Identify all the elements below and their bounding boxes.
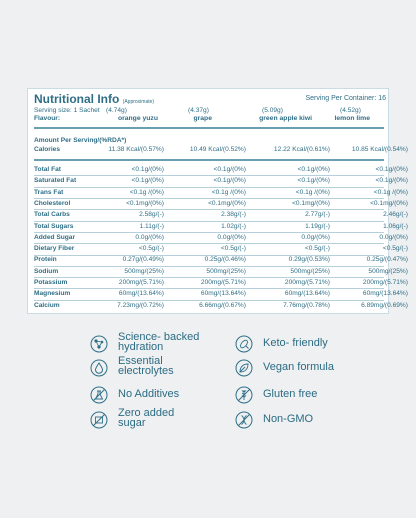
size-1: (4.74g) <box>106 107 127 114</box>
nutrient-value: 60mg/(13.64%) <box>200 290 246 298</box>
feature-line2: sugar <box>118 417 146 429</box>
nutrient-label: Total Fat <box>34 166 61 173</box>
row-divider <box>34 187 384 188</box>
nutrient-label: Cholesterol <box>34 199 71 207</box>
amount-per-serving: Amount Per Serving/(%RDA*) <box>34 137 127 144</box>
nutrient-value: <0.1g/(0%) <box>375 166 408 173</box>
nutrient-value: 2.58g/(-) <box>139 211 164 219</box>
nutrient-value: 1.11g/(-) <box>139 222 164 230</box>
nutrient-value: <0.5g/(-) <box>304 245 330 253</box>
nutrient-label: Added Sugar <box>34 233 76 241</box>
nutrient-value: 200mg/(5.71%) <box>200 279 246 286</box>
nutrient-value: 0.27g/(0.49%) <box>122 256 164 264</box>
size-2: (4.37g) <box>188 107 209 114</box>
nutrient-label: Magnesium <box>34 290 71 298</box>
nutrient-value: 1.19g/(-) <box>305 222 330 230</box>
nutrient-value: <0.1g /(0%) <box>373 188 408 196</box>
nutrient-label: Calcium <box>34 301 60 309</box>
row-divider <box>34 288 384 289</box>
size-4: (4.52g) <box>340 107 361 114</box>
flavour-2: grape <box>193 115 212 122</box>
row-divider <box>34 221 384 222</box>
nutrient-value: <0.1g /(0%) <box>211 188 246 196</box>
nutrient-value: 0.29g/(0.53%) <box>288 256 330 264</box>
nutrient-label: Total Sugars <box>34 222 74 230</box>
nutrient-value: <0.1mg/(0%) <box>292 199 330 207</box>
flavour-3: green apple kiwi <box>259 115 312 122</box>
nutrient-value: 0.0g/(0%) <box>379 233 408 241</box>
nutrition-panel <box>27 88 408 314</box>
feature-line2: hydration <box>118 341 164 353</box>
nutrient-value: <0.1g/(0%) <box>297 166 330 173</box>
nutrient-label: Trans Fat <box>34 188 64 196</box>
row-divider <box>34 255 384 256</box>
nutrient-value: 500mg/(25%) <box>290 267 330 275</box>
row-divider <box>34 266 384 267</box>
nutrient-label: Protein <box>34 256 57 264</box>
nutrient-value: <0.1g/(0%) <box>131 177 164 185</box>
flavour-4: lemon lime <box>334 115 370 122</box>
panel-header <box>34 92 386 106</box>
nutrient-value: 7.23mg/(0.72%) <box>117 301 164 309</box>
panel-title: Nutritional Info (Approximate) <box>34 92 155 106</box>
nutrient-value: 1.06g/(-) <box>383 222 408 230</box>
nutrient-value: 6.89mg/(0.69%) <box>361 301 408 309</box>
nutrient-label: Dietary Fiber <box>34 245 75 253</box>
nutrient-value: <0.1g/(0%) <box>375 177 408 185</box>
serving-per-container: Serving Per Container: 16 <box>305 95 386 102</box>
nutrient-value: <0.1g/(0%) <box>131 166 164 173</box>
calories-value: 11.38 Kcal/(0.57%) <box>108 146 164 153</box>
row-divider <box>34 232 384 233</box>
nutrient-value: <0.1mg/(0%) <box>208 199 246 207</box>
nutrient-value: 500mg/(25%) <box>124 267 164 275</box>
nutrient-value: 0.0g/(0%) <box>135 233 164 241</box>
flavour-1: orange yuzu <box>117 115 158 122</box>
nutrient-value: <0.1g /(0%) <box>129 188 164 196</box>
size-3: (5.09g) <box>262 107 283 114</box>
nutrient-value: 0.25g/(0.46%) <box>204 256 246 264</box>
feature-label <box>263 414 313 424</box>
no-additives-icon <box>90 386 108 404</box>
nutrient-value: 1.02g/(-) <box>221 222 246 230</box>
row-divider <box>34 209 384 210</box>
molecule-icon <box>90 335 108 353</box>
row-divider <box>34 277 384 278</box>
feature-line1: Science- backed <box>118 331 200 343</box>
calories-value: 12.22 Kcal/(0.61%) <box>273 146 330 153</box>
feature-label <box>118 332 199 352</box>
feature-label <box>118 408 174 428</box>
nutrient-value: 7.76mg/(0.78%) <box>283 301 330 309</box>
nutrient-value: 500mg/(25%) <box>368 267 408 275</box>
nutrient-value: 0.0g/(0%) <box>217 233 246 241</box>
nutrient-value: 60mg/(13.64%) <box>284 290 330 298</box>
nutrient-value: 200mg/(5.71%) <box>284 279 330 286</box>
nutrient-value: 200mg/(5.71%) <box>362 279 408 286</box>
nutrient-label: Potassium <box>34 279 68 286</box>
nutrient-value: 2.38g/(-) <box>221 211 246 219</box>
feature-line1: No Additives <box>118 388 180 400</box>
feature-label <box>118 389 179 399</box>
droplet-icon <box>90 359 108 377</box>
feature-list <box>85 330 345 436</box>
row-divider <box>34 243 384 244</box>
calories-label: Calories <box>34 146 61 153</box>
zero-sugar-icon <box>90 411 108 429</box>
feature-line1: Essential <box>118 355 163 367</box>
nutrient-value: 2.77g/(-) <box>305 211 330 219</box>
feature-label <box>263 338 328 348</box>
nutrient-value: 0.0g/(0%) <box>301 233 330 241</box>
feature-line1: Zero added <box>118 407 175 419</box>
row-divider <box>34 300 384 301</box>
feature-line1: Non-GMO <box>263 413 314 425</box>
nutrient-value: 200mg/(5.71%) <box>118 279 164 286</box>
nutrient-value: <0.5g/(-) <box>382 245 408 253</box>
serving-size: Serving size: 1 Sachet <box>34 107 100 114</box>
wheat-icon <box>235 386 253 404</box>
divider <box>34 127 384 129</box>
feature-label <box>263 362 334 372</box>
feature-label <box>118 356 174 376</box>
nutrient-value: <0.1mg/(0%) <box>370 199 408 207</box>
nutrient-value: 2.46g/(-) <box>383 211 408 219</box>
nutrient-value: <0.1g/(0%) <box>213 177 246 185</box>
flavour-label: Flavour: <box>34 115 61 122</box>
nutrient-value: <0.1g /(0%) <box>295 188 330 196</box>
keto-icon <box>235 335 253 353</box>
row-divider <box>34 198 384 199</box>
nutrient-value: 6.66mg/(0.67%) <box>199 301 246 309</box>
nutrient-value: 500mg/(25%) <box>206 267 246 275</box>
nutrient-value: <0.1mg/(0%) <box>126 199 164 207</box>
feature-line1: Vegan formula <box>263 361 334 373</box>
title-note: (Approximate) <box>122 99 155 105</box>
feature-line1: Gluten free <box>263 388 318 400</box>
feature-label <box>263 389 317 399</box>
nutrient-value: 0.25g/(0.47%) <box>366 256 408 264</box>
row-divider <box>34 175 384 176</box>
divider <box>34 159 384 161</box>
nutrient-value: <0.1g/(0%) <box>213 166 246 173</box>
feature-line2: electrolytes <box>118 365 174 377</box>
nutrient-label: Sodium <box>34 267 59 275</box>
leaf-icon <box>235 359 253 377</box>
calories-value: 10.85 Kcal/(0.54%) <box>351 146 408 153</box>
nutrient-value: <0.5g/(-) <box>138 245 164 253</box>
calories-value: 10.49 Kcal/(0.52%) <box>189 146 246 153</box>
nutrient-value: 60mg/(13.64%) <box>362 290 408 298</box>
nutrient-value: <0.1g/(0%) <box>297 177 330 185</box>
non-gmo-icon <box>235 411 253 429</box>
nutrient-value: <0.5g/(-) <box>220 245 246 253</box>
feature-line1: Keto- friendly <box>263 337 328 349</box>
nutrient-label: Total Carbs <box>34 211 70 219</box>
nutrient-value: 60mg/(13.64%) <box>118 290 164 298</box>
nutrient-label: Saturated Fat <box>34 177 77 185</box>
